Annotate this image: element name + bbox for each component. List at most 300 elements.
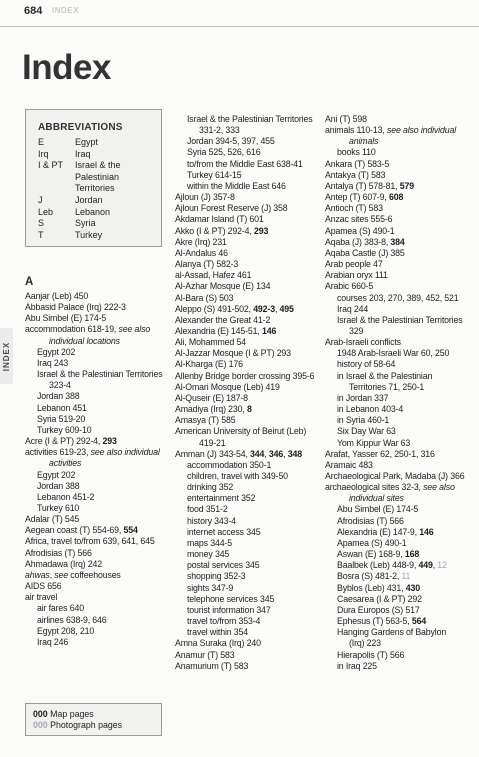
index-entry-text: Africa, travel to/from 639, 641, 645 <box>25 536 155 547</box>
index-entry <box>325 326 470 337</box>
index-entry-text: history of 58-64 <box>337 359 396 370</box>
index-entry <box>325 181 470 192</box>
index-entry-text: see also individual <box>386 125 457 136</box>
index-entry-text: individual locations <box>49 335 120 346</box>
index-entry-text: Iraq 244 <box>337 303 369 314</box>
index-column-1 <box>25 275 165 648</box>
index-entry-text: in Syria 460-1 <box>337 415 390 426</box>
index-entry-text: American University of Beirut (Leb) <box>175 426 307 437</box>
index-entry <box>325 460 470 471</box>
index-entry-text: Akko (I & PT) 292-4, <box>175 225 254 236</box>
index-entry <box>325 315 470 326</box>
index-entry-text: Archaeological Park, Madaba (J) 366 <box>325 471 465 481</box>
index-entry <box>175 594 315 605</box>
abbreviation-code: I & PT <box>38 160 64 171</box>
header-rule <box>0 26 479 27</box>
index-entry <box>325 449 470 460</box>
index-entry <box>175 248 315 259</box>
abbreviation-name: Lebanon <box>75 206 111 217</box>
index-entry <box>175 393 315 404</box>
index-entry-text: Aqaba (J) 383-8, <box>325 236 391 247</box>
index-entry <box>325 482 470 493</box>
index-entry <box>175 627 315 638</box>
index-entry-text: Arafat, Yasser 62, 250-1, 316 <box>325 448 435 459</box>
index-entry-text: 11 <box>401 571 411 582</box>
abbreviation-code: T <box>38 229 44 240</box>
index-entry-text: Caesarea (I & PT) 292 <box>337 593 422 604</box>
index-entry-text: Antalya (T) 578-81, <box>325 180 400 191</box>
index-entry <box>175 516 315 527</box>
index-entry-text: telephone services 345 <box>187 593 275 604</box>
index-entry-text: coffeehouses <box>68 569 121 580</box>
index-entry <box>175 583 315 594</box>
index-entry-text: Syria 525, 526, 616 <box>187 147 261 158</box>
index-entry <box>325 237 470 248</box>
index-entry-text: entertainment 352 <box>187 493 256 504</box>
index-entry <box>325 203 470 214</box>
index-entry-text: Al-Omari Mosque (Leb) 419 <box>175 381 280 392</box>
index-entry <box>325 527 470 538</box>
index-entry-text: 579 <box>399 180 414 191</box>
index-entry <box>325 147 470 158</box>
index-entry-text: 495 <box>279 303 294 314</box>
index-entry-text: , <box>49 569 55 580</box>
index-entry-text: Jordan 388 <box>37 391 80 402</box>
index-entry-text: 419-21 <box>199 437 226 448</box>
index-entry-text: food 351-2 <box>187 504 228 515</box>
index-entry <box>25 336 165 347</box>
index-entry-text: Alexander the Great 41-2 <box>175 314 271 325</box>
index-entry-text: 564 <box>411 616 427 627</box>
index-entry <box>25 626 165 637</box>
index-entry <box>25 470 165 481</box>
index-entry <box>175 504 315 515</box>
index-entry <box>175 404 315 415</box>
legend-map-number: 000 <box>33 709 48 719</box>
index-entry <box>175 482 315 493</box>
abbreviations-title: ABBREVIATIONS <box>38 122 123 133</box>
abbreviation-name: Israel & the Palestinian Territories <box>75 160 121 194</box>
index-entry <box>175 638 315 649</box>
index-entry <box>175 616 315 627</box>
index-entry <box>25 313 165 324</box>
index-entry-text: Al-Kharga (E) 176 <box>175 359 243 370</box>
index-entry-text: Israel & the Palestinian Territories <box>37 369 163 380</box>
index-entry-text: 348 <box>287 448 302 459</box>
index-entry-text: tourist information 347 <box>187 604 271 615</box>
index-entry-text: Dura Europos (S) 517 <box>337 604 420 615</box>
index-entry-text: travel to/from 353-4 <box>187 616 261 627</box>
index-entry-text: Al-Andalus 46 <box>175 247 228 258</box>
index-entry <box>325 650 470 661</box>
index-entry-text: internet access 345 <box>187 526 261 537</box>
index-entry-text: Ephesus (T) 563-5, <box>337 616 412 627</box>
index-entry <box>25 324 165 335</box>
index-entry <box>325 382 470 393</box>
index-entry-text: Ajloun Forest Reserve (J) 358 <box>175 203 288 214</box>
index-entry <box>25 481 165 492</box>
index-entry-text: in Jordan 337 <box>337 392 389 403</box>
abbreviation-name: Syria <box>75 218 96 229</box>
index-entry-text: Aleppo (S) 491-502, <box>175 303 254 314</box>
index-entry-text: Arabic 660-5 <box>325 281 374 292</box>
index-entry-text: , <box>274 303 280 314</box>
abbreviation-code: Irq <box>38 148 49 159</box>
index-entry <box>175 192 315 203</box>
index-entry-text: Antep (T) 607-9, <box>325 192 389 203</box>
index-entry <box>175 125 315 136</box>
index-entry <box>25 291 165 302</box>
index-entry <box>325 471 470 482</box>
index-entry-text: see <box>54 569 69 580</box>
index-entry <box>325 661 470 672</box>
index-entry <box>325 583 470 594</box>
index-entry-text: Israel & the Palestinian Territories <box>187 114 313 124</box>
legend-box <box>25 703 162 736</box>
index-entry <box>25 447 165 458</box>
index-entry <box>25 380 165 391</box>
index-entry-text: Amadiya (Irq) 230, <box>175 404 247 415</box>
index-entry-text: Arab people 47 <box>325 259 383 270</box>
index-entry <box>325 605 470 616</box>
index-entry-text: Alanya (T) 582-3 <box>175 259 239 270</box>
index-entry-text: animals <box>349 136 379 147</box>
index-entry <box>325 304 470 315</box>
index-entry-text: Aqaba Castle (J) 385 <box>325 247 405 258</box>
index-entry-text: in Iraq 225 <box>337 660 377 671</box>
index-entry <box>175 538 315 549</box>
abbreviation-name: Turkey <box>75 229 103 240</box>
index-entry <box>25 302 165 313</box>
index-entry <box>175 460 315 471</box>
index-entry-text: Adalar (T) 545 <box>25 514 80 525</box>
index-entry <box>175 438 315 449</box>
page-number: 684 <box>24 5 43 17</box>
index-entry <box>325 627 470 638</box>
index-entry-text: 8 <box>246 404 252 415</box>
index-entry <box>175 337 315 348</box>
index-entry-text: al-Assad, Hafez 461 <box>175 270 252 281</box>
index-entry <box>175 371 315 382</box>
index-entry-text: Baalbek (Leb) 448-9, <box>337 560 419 571</box>
index-entry-text: Arabian oryx 111 <box>325 270 388 281</box>
index-column-2 <box>175 114 315 672</box>
index-entry <box>175 170 315 181</box>
index-entry <box>175 226 315 237</box>
index-entry-text: air fares 640 <box>37 603 84 614</box>
index-entry <box>25 369 165 380</box>
index-entry-text: 449 <box>418 560 433 571</box>
index-entry <box>175 326 315 337</box>
index-entry-text: activities <box>49 458 82 469</box>
index-entry-text: 146 <box>262 325 277 336</box>
index-letter-heading: A <box>25 276 34 288</box>
index-entry-text: shopping 352-3 <box>187 571 246 582</box>
index-entry-text: in Israel & the Palestinian <box>337 370 433 381</box>
index-entry <box>25 414 165 425</box>
index-entry-text: 492-3 <box>253 303 275 314</box>
index-entry-text: 608 <box>388 192 404 203</box>
index-entry <box>325 270 470 281</box>
index-entry-text: Bosra (S) 481-2, <box>337 571 402 582</box>
index-entry <box>175 281 315 292</box>
index-entry-text: Turkey 614-15 <box>187 169 242 180</box>
index-entry <box>325 560 470 571</box>
index-entry-text: Amna Suraka (Irq) 240 <box>175 638 261 649</box>
index-entry <box>25 425 165 436</box>
index-entry-text: 430 <box>405 582 420 593</box>
index-entry <box>175 147 315 158</box>
index-entry-text: money 345 <box>187 549 230 560</box>
index-entry <box>175 348 315 359</box>
abbreviation-row <box>38 207 153 219</box>
index-entry-text: Ajloun (J) 357-8 <box>175 192 235 203</box>
index-entry <box>175 270 315 281</box>
index-entry-text: Amasya (T) 585 <box>175 415 236 426</box>
index-entry-text: Jordan 394-5, 397, 455 <box>187 136 275 147</box>
index-entry-text: see also individual <box>90 447 160 458</box>
index-entry <box>325 259 470 270</box>
index-entry-text: 293 <box>253 225 269 236</box>
abbreviations-table <box>38 137 153 241</box>
index-entry-text: Abu Simbel (E) 174-5 <box>25 313 107 324</box>
index-entry-text: Lebanon 451 <box>37 402 87 413</box>
index-entry <box>325 248 470 259</box>
index-entry <box>325 571 470 582</box>
legend-photo-label: Photograph pages <box>50 720 123 730</box>
index-entry <box>25 358 165 369</box>
index-entry-text: Al-Jazzar Mosque (I & PT) 293 <box>175 348 291 359</box>
index-entry <box>25 548 165 559</box>
index-entry-text: Antioch (T) 583 <box>325 203 383 214</box>
index-entry-text: Akdamar Island (T) 601 <box>175 214 264 225</box>
index-entry-text: (Irq) 223 <box>349 638 381 649</box>
index-entry <box>175 214 315 225</box>
side-tab-label: INDEX <box>2 341 12 371</box>
index-entry <box>175 571 315 582</box>
index-entry <box>175 449 315 460</box>
index-entry <box>25 492 165 503</box>
index-entry-text: Jordan 388 <box>37 480 80 491</box>
index-entry <box>25 559 165 570</box>
index-entry-text: 323-4 <box>49 380 71 391</box>
index-entry <box>25 403 165 414</box>
index-entry-text: Ahmadawa (Irq) 242 <box>25 558 103 569</box>
index-entry <box>25 525 165 536</box>
index-entry-text: Anamur (T) 583 <box>175 649 235 660</box>
index-entry <box>325 226 470 237</box>
index-entry-text: Allenby Bridge border crossing 395-6 <box>175 370 315 381</box>
index-entry-text: Egypt 208, 210 <box>37 625 95 636</box>
index-entry-text: 146 <box>419 526 434 537</box>
index-entry <box>325 371 470 382</box>
abbreviation-row <box>38 218 153 230</box>
index-column-3 <box>325 114 470 672</box>
index-entry-text: Afrodisias (T) 566 <box>25 547 92 558</box>
index-entry-text: travel within 354 <box>187 627 249 638</box>
index-entry-text: Hierapolis (T) 566 <box>337 649 405 660</box>
index-entry <box>175 493 315 504</box>
index-entry-text: Turkey 609-10 <box>37 424 92 435</box>
index-entry-text: Lebanon 451-2 <box>37 491 95 502</box>
abbreviation-row <box>38 160 153 195</box>
legend-map-label: Map pages <box>50 709 94 719</box>
index-entry <box>175 359 315 370</box>
index-entry-text: Alexandria (E) 145-51, <box>175 325 263 336</box>
index-entry <box>175 114 315 125</box>
index-entry-text: Israel & the Palestinian Territories <box>337 314 463 325</box>
index-entry-text: Aegean coast (T) 554-69, <box>25 525 124 536</box>
index-entry-text: animals 110-13, <box>325 125 387 136</box>
index-entry-text: 1948 Arab-Israeli War 60, 250 <box>337 348 450 359</box>
abbreviation-row <box>38 230 153 242</box>
index-entry-text: 329 <box>349 325 364 336</box>
index-entry <box>25 570 165 581</box>
abbreviation-row <box>38 149 153 161</box>
page-title: Index <box>22 48 111 87</box>
index-entry <box>325 404 470 415</box>
index-entry-text: Apamea (S) 490-1 <box>325 225 395 236</box>
index-entry-text: Al-Azhar Mosque (E) 134 <box>175 281 271 292</box>
index-entry-text: , <box>283 448 288 459</box>
abbreviation-name: Jordan <box>75 194 103 205</box>
index-entry-text: individual sites <box>349 493 404 504</box>
index-entry-text: Ali, Mohammed 54 <box>175 337 246 348</box>
index-entry-text: courses 203, 270, 389, 452, 521 <box>337 292 459 303</box>
index-entry <box>325 426 470 437</box>
index-entry <box>325 359 470 370</box>
index-entry <box>25 514 165 525</box>
index-entry-text: Al-Bara (S) 503 <box>175 292 234 303</box>
index-entry-text: within the Middle East 646 <box>187 180 286 191</box>
index-entry <box>325 549 470 560</box>
index-entry <box>175 661 315 672</box>
index-entry-text: archaeological sites 32-3, <box>325 482 424 493</box>
index-entry <box>25 637 165 648</box>
index-entry <box>175 293 315 304</box>
index-entry <box>25 592 165 603</box>
index-entry-text: 384 <box>390 236 405 247</box>
index-entry <box>175 159 315 170</box>
index-entry-text: Syria 519-20 <box>37 413 86 424</box>
index-entry-text: see also <box>118 324 151 335</box>
index-entry-text: Apamea (S) 490-1 <box>337 537 407 548</box>
index-entry-text: Hanging Gardens of Babylon <box>337 627 447 638</box>
index-entry-text: 554 <box>123 525 138 536</box>
index-entry-text: Aanjar (Leb) 450 <box>25 291 89 301</box>
index-entry-text: ahwas <box>25 569 50 580</box>
index-entry-text: Akre (Irq) 231 <box>175 236 227 247</box>
index-entry-text: in Lebanon 403-4 <box>337 404 404 415</box>
index-entry <box>325 638 470 649</box>
index-entry-text: air travel <box>25 592 58 603</box>
index-entry-text: Iraq 243 <box>37 357 69 368</box>
index-entry <box>325 348 470 359</box>
index-entry <box>175 605 315 616</box>
abbreviation-row <box>38 137 153 149</box>
index-entry <box>175 549 315 560</box>
abbreviation-code: J <box>38 194 43 205</box>
index-entry <box>325 337 470 348</box>
index-entry-text: Antakya (T) 583 <box>325 169 386 180</box>
index-entry <box>325 538 470 549</box>
side-tab <box>0 328 13 384</box>
index-entry <box>25 347 165 358</box>
index-entry-text: see also <box>423 482 455 493</box>
index-entry-text: Alexandria (E) 147-9, <box>337 526 420 537</box>
index-entry <box>325 114 470 125</box>
index-entry <box>25 391 165 402</box>
index-entry-text: 344 <box>250 448 265 459</box>
index-entry <box>325 415 470 426</box>
index-entry-text: postal services 345 <box>187 560 260 571</box>
index-entry-text: Yom Kippur War 63 <box>337 437 411 448</box>
index-entry-text: accommodation 350-1 <box>187 459 272 470</box>
index-entry <box>175 650 315 661</box>
abbreviation-code: E <box>38 137 45 147</box>
page-ghost-text: INDEX <box>52 6 79 15</box>
index-entry <box>325 493 470 504</box>
index-entry <box>25 603 165 614</box>
index-entry-text: Byblos (Leb) 431, <box>337 582 406 593</box>
index-entry-text: 346 <box>268 448 284 459</box>
index-entry <box>325 594 470 605</box>
index-entry-text: children, travel with 349-50 <box>187 471 288 481</box>
index-entry-text: airlines 638-9, 646 <box>37 614 107 625</box>
abbreviations-box <box>25 109 162 247</box>
index-entry-text: Ani (T) 598 <box>325 114 367 124</box>
index-entry-text: Amman (J) 343-54, <box>175 448 251 459</box>
abbreviation-code: Leb <box>38 206 54 217</box>
index-entry-text: Egypt 202 <box>37 469 76 480</box>
index-entry-text: Abu Simbel (E) 174-5 <box>337 504 419 515</box>
index-entry <box>325 438 470 449</box>
index-entry-text: accommodation 618-19, <box>25 324 119 335</box>
index-entry-text: 293 <box>102 436 117 447</box>
index-entry <box>325 159 470 170</box>
abbreviation-row <box>38 195 153 207</box>
index-entry-text: Aswan (E) 168-9, <box>337 549 405 560</box>
index-entry <box>175 382 315 393</box>
index-entry-text: history 343-4 <box>187 515 236 526</box>
index-entry-text: Territories 71, 250-1 <box>349 381 425 392</box>
index-entry <box>175 315 315 326</box>
index-entry <box>325 136 470 147</box>
index-entry-text: Egypt 202 <box>37 346 76 357</box>
index-entry-text: 168 <box>404 549 420 560</box>
index-entry <box>325 293 470 304</box>
legend-photo-row <box>33 720 161 731</box>
index-entry <box>25 458 165 469</box>
index-entry <box>325 214 470 225</box>
index-entry <box>175 203 315 214</box>
index-entry-text: Anzac sites 555-6 <box>325 214 393 225</box>
index-entry-text: Iraq 246 <box>37 636 69 647</box>
index-entry <box>175 527 315 538</box>
index-entry-text: Acre (I & PT) 292-4, <box>25 436 103 447</box>
index-entry-text: Six Day War 63 <box>337 426 396 437</box>
index-entry <box>175 471 315 482</box>
index-entry <box>325 192 470 203</box>
index-entry <box>325 170 470 181</box>
index-entry-text: activities 619-23, <box>25 447 91 458</box>
index-entry-text: , <box>264 448 269 459</box>
index-entry-text: sights 347-9 <box>187 582 234 593</box>
index-entry <box>25 536 165 547</box>
index-entry-text: books 110 <box>337 147 376 158</box>
index-entry <box>325 281 470 292</box>
index-entry <box>25 581 165 592</box>
